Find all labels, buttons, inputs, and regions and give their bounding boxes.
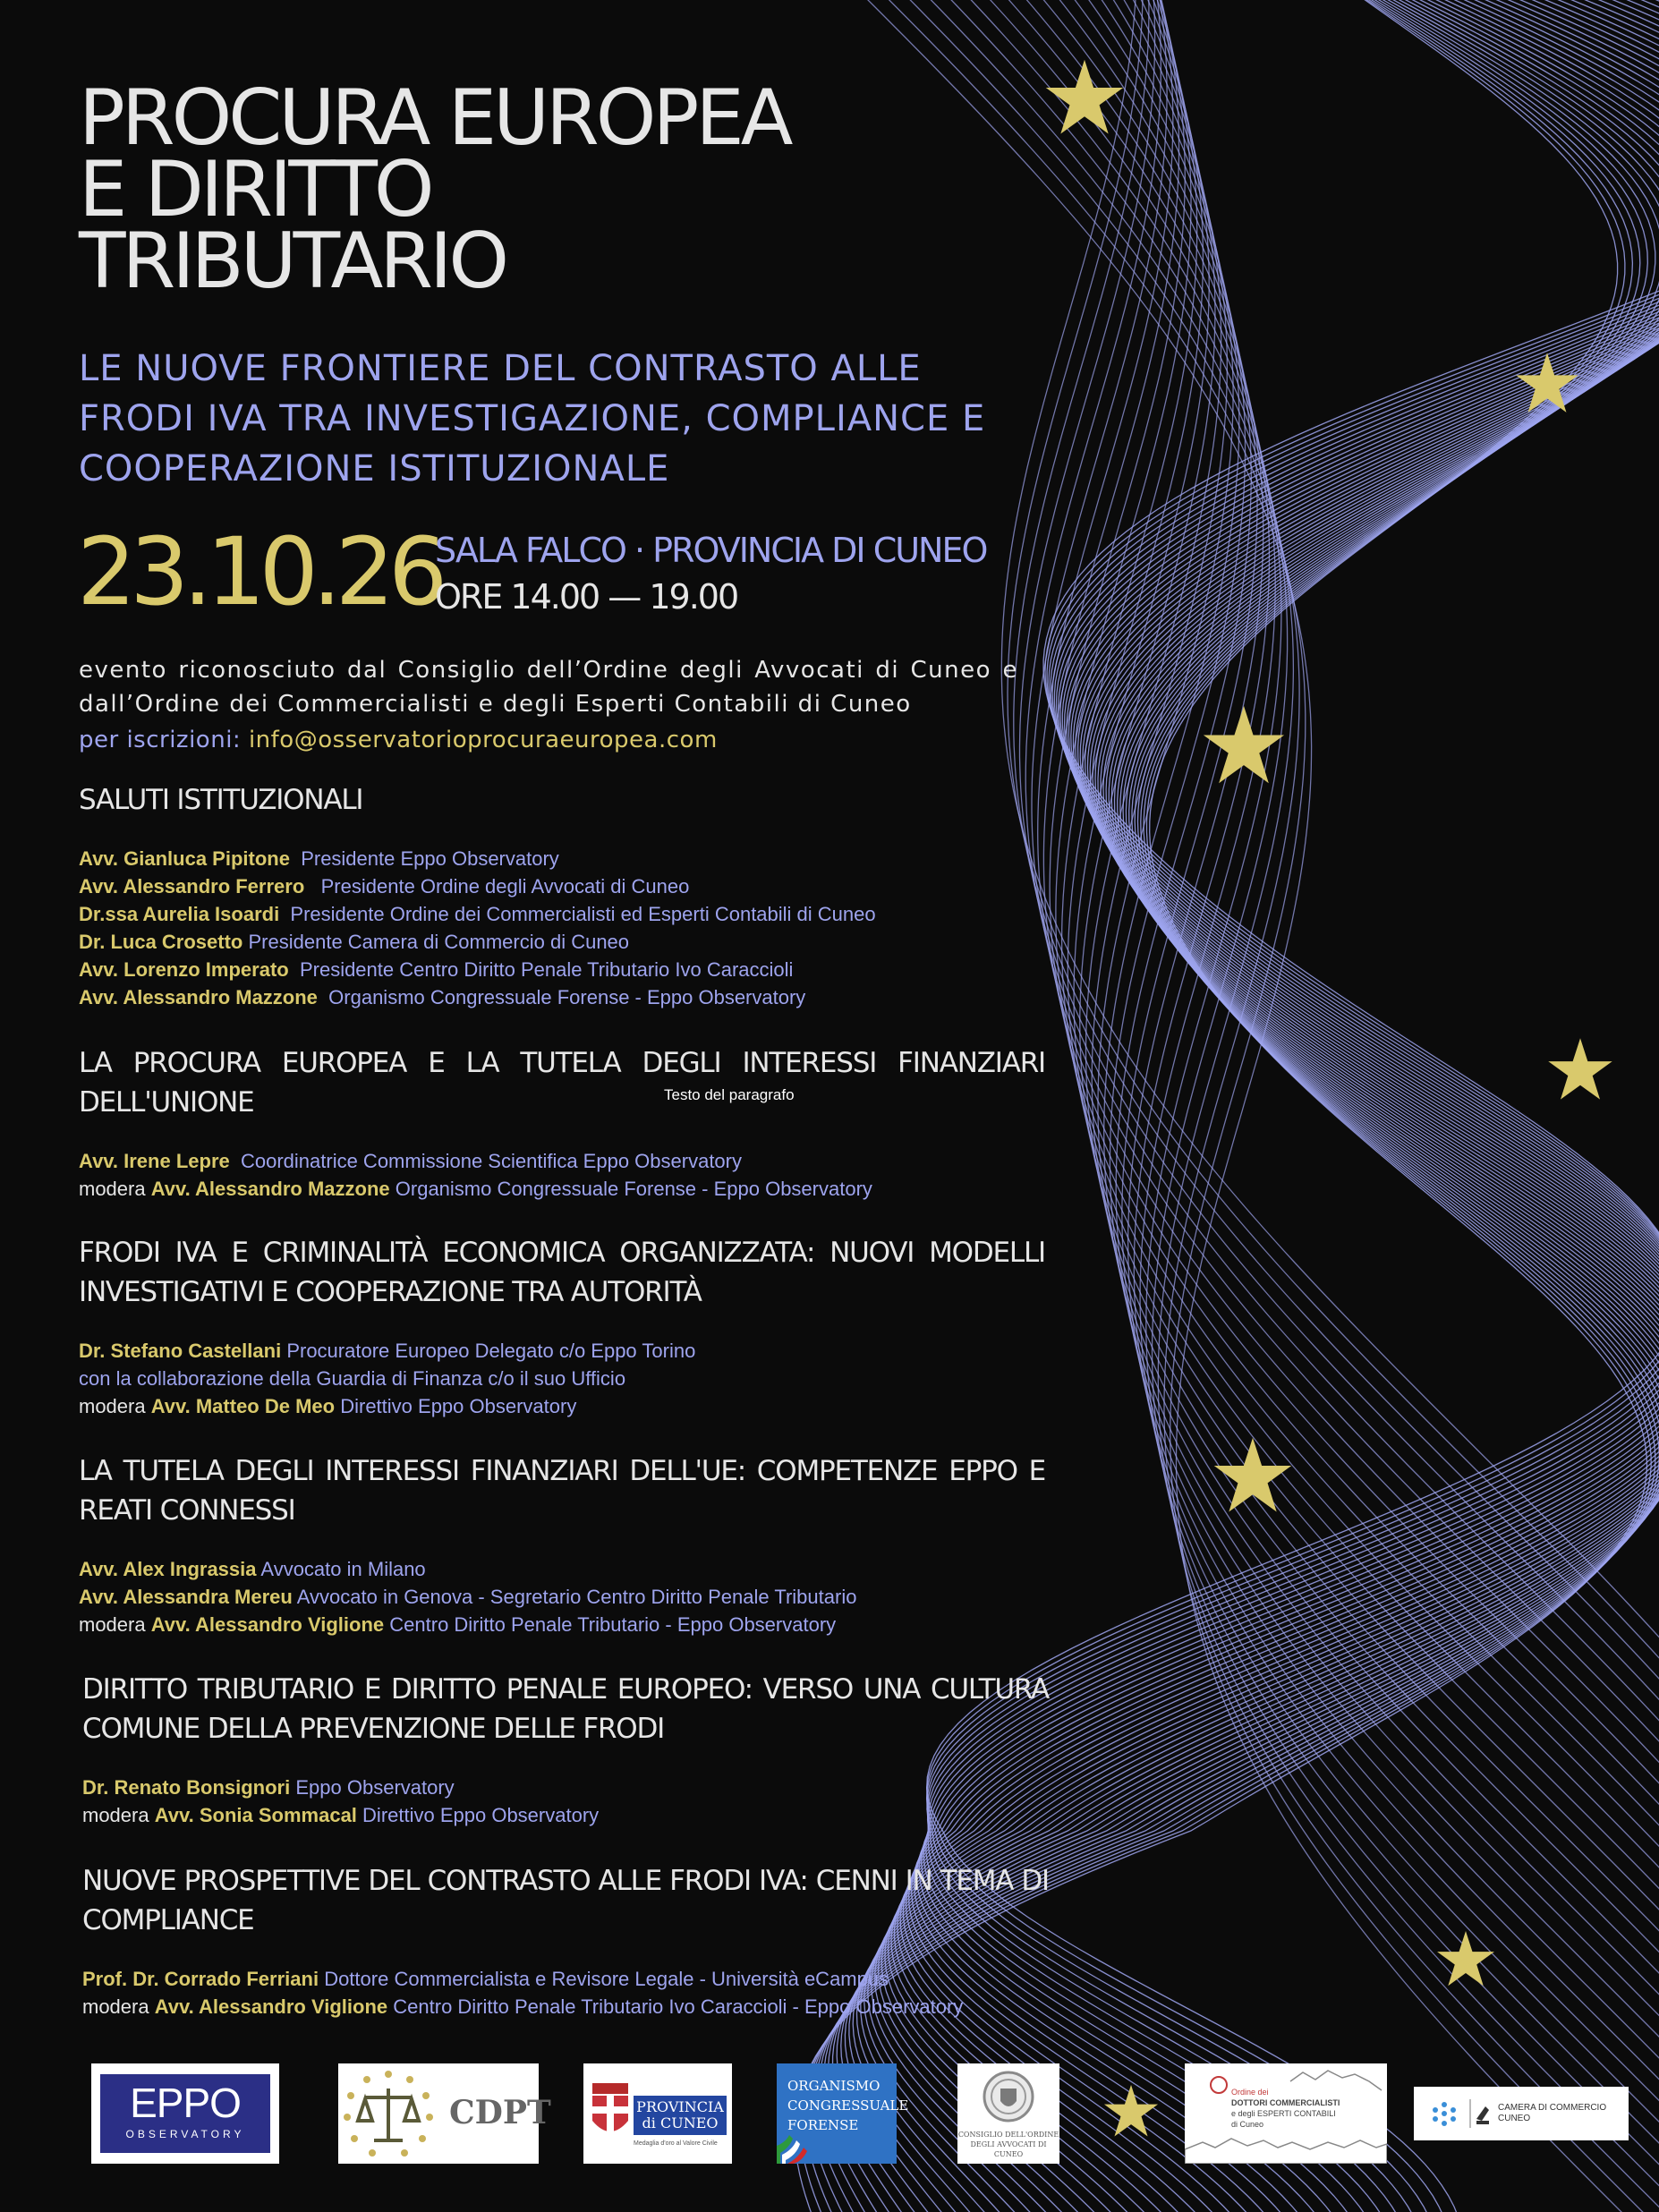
speaker-row xyxy=(82,1801,599,1829)
eppo-logo-main: EPPO xyxy=(130,2080,241,2126)
speaker-row xyxy=(79,928,876,956)
provincia-logo-line1: PROVINCIA xyxy=(636,2098,724,2115)
speaker-row xyxy=(79,900,876,928)
ordine-commercialisti-logo xyxy=(1185,2063,1387,2164)
speaker-role: Eppo Observatory xyxy=(295,1776,455,1799)
speaker-row xyxy=(79,983,876,1011)
provincia-logo-line2: di CUNEO xyxy=(642,2114,719,2131)
event-venue: SALA FALCO · PROVINCIA DI CUNEO xyxy=(435,531,987,570)
speaker-row xyxy=(79,1147,872,1175)
camera-logo-text xyxy=(1498,2103,1606,2124)
speaker-row xyxy=(82,1965,963,1993)
eppo-observatory-logo xyxy=(91,2063,279,2164)
provincia-logo-panel xyxy=(634,2096,727,2135)
speaker-name: Avv. Alessandro Mazzone xyxy=(79,986,318,1008)
speaker-row xyxy=(79,845,876,872)
speaker-row xyxy=(79,1365,695,1392)
section-title: LA TUTELA DEGLI INTERESSI FINANZIARI DELL'UE: COMPETENZE EPPO E REATI CONNESSI xyxy=(79,1455,1045,1527)
moderator-prefix: modera xyxy=(79,1613,146,1636)
star-icon xyxy=(1435,1929,1496,1990)
subtitle-line: LE NUOVE FRONTIERE DEL CONTRASTO ALLE xyxy=(79,348,922,389)
speaker-role: Avvocato in Milano xyxy=(260,1558,426,1580)
network-dots-icon xyxy=(1430,2101,1459,2126)
star-icon xyxy=(1043,57,1126,140)
italian-flag-ribbon-icon xyxy=(777,2135,812,2164)
provincia-di-cuneo-logo xyxy=(583,2063,732,2164)
speaker-name: Avv. Irene Lepre xyxy=(79,1150,230,1172)
title-line: E DIRITTO xyxy=(79,145,431,234)
commercialisti-logo-line3: e degli ESPERTI CONTABILI xyxy=(1231,2109,1336,2118)
speaker-row xyxy=(79,1611,856,1638)
speaker-role: Presidente Camera di Commercio di Cuneo xyxy=(248,931,630,953)
speaker-name: Dr. Luca Crosetto xyxy=(79,931,243,953)
speaker-name: Avv. Alessandro Viglione xyxy=(154,1995,388,2018)
speaker-name: Avv. Sonia Sommacal xyxy=(154,1804,357,1826)
speaker-list xyxy=(79,845,876,1011)
moderator-prefix: modera xyxy=(79,1178,146,1200)
coat-of-arms-icon xyxy=(589,2080,632,2144)
speaker-row xyxy=(79,1175,872,1203)
title-line: TRIBUTARIO xyxy=(79,217,506,306)
paragraph-placeholder: Testo del paragrafo xyxy=(664,1086,795,1103)
cdpt-logo-text: CDPT xyxy=(449,2094,551,2131)
moderator-prefix: modera xyxy=(82,1804,149,1826)
speaker-name: Avv. Alessandro Viglione xyxy=(150,1613,385,1636)
speaker-row xyxy=(79,872,876,900)
recognition-text: evento riconosciuto dal Consiglio dell’Ordine degli Avvocati di Cuneo e dall’Ordine dei Commercialisti e degli Esperti Contabili di Cuneo xyxy=(79,657,1018,718)
provincia-logo-caption: Medaglia d'oro al Valore Civile xyxy=(634,2140,718,2147)
speaker-name: Avv. Lorenzo Imperato xyxy=(79,958,289,981)
ocf-logo-line: ORGANISMO xyxy=(787,2078,881,2094)
speaker-name: Dr. Renato Bonsignori xyxy=(82,1776,291,1799)
speaker-list xyxy=(79,1555,856,1638)
section-title: SALUTI ISTITUZIONALI xyxy=(79,784,363,816)
speaker-row xyxy=(82,1774,599,1801)
speaker-name: Avv. Alessandra Mereu xyxy=(79,1586,293,1608)
speaker-name: Avv. Gianluca Pipitone xyxy=(79,847,290,870)
speaker-name: Avv. Alex Ingrassia xyxy=(79,1558,257,1580)
speaker-row xyxy=(82,1993,963,2021)
avvocati-logo-line1: CONSIGLIO DELL'ORDINE xyxy=(957,2131,1059,2139)
ocf-logo-line: FORENSE xyxy=(787,2117,859,2133)
event-subtitle xyxy=(79,344,1063,494)
moderator-prefix: modera xyxy=(82,1995,149,2018)
speaker-row xyxy=(79,1555,856,1583)
section-title: NUOVE PROSPETTIVE DEL CONTRASTO ALLE FRODI IVA: CENNI IN TEMA DI COMPLIANCE xyxy=(82,1865,1049,1936)
speaker-row xyxy=(79,956,876,983)
speaker-name: Prof. Dr. Corrado Ferriani xyxy=(82,1968,319,1990)
event-hours: ORE 14.00 — 19.00 xyxy=(435,577,738,617)
consiglio-ordine-avvocati-logo xyxy=(957,2063,1059,2164)
scales-of-justice-icon xyxy=(342,2067,435,2160)
camera-logo-line2: CUNEO xyxy=(1498,2114,1531,2123)
cdpt-logo xyxy=(338,2063,551,2164)
subtitle-line: COOPERAZIONE ISTITUZIONALE xyxy=(79,448,670,489)
speaker-list xyxy=(82,1965,963,2021)
registration-email-link[interactable]: info@osservatorioprocuraeuropea.com xyxy=(248,727,718,753)
star-icon xyxy=(1514,351,1580,417)
speaker-name: Avv. Matteo De Meo xyxy=(150,1395,336,1417)
ocf-logo-text xyxy=(787,2076,908,2135)
subtitle-line: FRODI IVA TRA INVESTIGAZIONE, COMPLIANCE E xyxy=(79,398,986,439)
commercialisti-logo-line4: di Cuneo xyxy=(1231,2120,1264,2129)
speaker-name: Avv. Alessandro Mazzone xyxy=(150,1178,390,1200)
speaker-role: Centro Diritto Penale Tributario - Eppo Observatory xyxy=(389,1613,837,1636)
speaker-list xyxy=(79,1337,695,1420)
speaker-role: Centro Diritto Penale Tributario Ivo Caraccioli - Eppo Observatory xyxy=(393,1995,964,2018)
speaker-role: Presidente Centro Diritto Penale Tributario Ivo Caraccioli xyxy=(299,958,794,981)
speaker-role: Direttivo Eppo Observatory xyxy=(362,1804,600,1826)
registration-label: per iscrizioni: xyxy=(79,727,242,753)
ordine-avvocati-seal-icon xyxy=(983,2069,1034,2124)
section-title: FRODI IVA E CRIMINALITÀ ECONOMICA ORGANIZZATA: NUOVI MODELLI INVESTIGATIVI E COOPERAZIONE TRA AUTORITÀ xyxy=(79,1237,1045,1308)
eppo-logo-sub: OBSERVATORY xyxy=(125,2128,245,2140)
speaker-list xyxy=(82,1774,599,1829)
star-icon xyxy=(1201,703,1287,789)
speaker-name: Dr.ssa Aurelia Isoardi xyxy=(79,903,280,925)
avvocati-logo-line2: DEGLI AVVOCATI DI CUNEO xyxy=(970,2140,1047,2158)
speaker-list xyxy=(79,1147,872,1203)
registration-line xyxy=(79,723,718,757)
speaker-row xyxy=(79,1392,695,1420)
speaker-role: Presidente Ordine degli Avvocati di Cuneo xyxy=(320,875,690,898)
organismo-congressuale-forense-logo xyxy=(777,2063,909,2164)
commercialisti-logo-text xyxy=(1231,2087,1340,2130)
speaker-row xyxy=(79,1337,695,1365)
commercialisti-logo-line2: DOTTORI COMMERCIALISTI xyxy=(1231,2098,1340,2107)
camera-commercio-mark-icon xyxy=(1469,2099,1491,2128)
speaker-role: Dottore Commercialista e Revisore Legale - Università eCampus xyxy=(324,1968,889,1990)
camera-di-commercio-logo xyxy=(1414,2087,1629,2140)
speaker-row xyxy=(79,1583,856,1611)
speaker-role: Presidente Eppo Observatory xyxy=(301,847,559,870)
star-icon xyxy=(1546,1036,1614,1104)
camera-logo-line1: CAMERA DI COMMERCIO xyxy=(1498,2103,1607,2113)
title-line: PROCURA EUROPEA xyxy=(79,73,790,163)
speaker-role: Avvocato in Genova - Segretario Centro Diritto Penale Tributario xyxy=(296,1586,857,1608)
eppo-logo-panel xyxy=(100,2074,270,2153)
speaker-role: Direttivo Eppo Observatory xyxy=(340,1395,577,1417)
speaker-role: Procuratore Europeo Delegato c/o Eppo Torino xyxy=(286,1340,696,1362)
event-date: 23.10.26 xyxy=(77,517,442,626)
star-icon xyxy=(1102,2083,1160,2140)
section-title: LA PROCURA EUROPEA E LA TUTELA DEGLI INTERESSI FINANZIARI DELL'UNIONE xyxy=(79,1047,1045,1119)
moderator-prefix: modera xyxy=(79,1395,146,1417)
section-title: DIRITTO TRIBUTARIO E DIRITTO PENALE EUROPEO: VERSO UNA CULTURA COMUNE DELLA PREVENZIONE DELLE FRODI xyxy=(82,1673,1049,1745)
avvocati-logo-text xyxy=(957,2130,1059,2159)
ocf-logo-line: CONGRESSUALE xyxy=(787,2097,909,2114)
event-title xyxy=(79,73,790,306)
speaker-name: Dr. Stefano Castellani xyxy=(79,1340,282,1362)
speaker-role: Presidente Ordine dei Commercialisti ed Esperti Contabili di Cuneo xyxy=(290,903,876,925)
speaker-name: Avv. Alessandro Ferrero xyxy=(79,875,305,898)
speaker-role: Organismo Congressuale Forense - Eppo Observatory xyxy=(395,1178,872,1200)
speaker-role: con la collaborazione della Guardia di Finanza c/o il suo Ufficio xyxy=(79,1367,626,1390)
star-icon xyxy=(1212,1435,1294,1518)
speaker-role: Coordinatrice Commissione Scientifica Eppo Observatory xyxy=(240,1150,742,1172)
commercialisti-logo-line1: Ordine dei xyxy=(1231,2088,1269,2097)
speaker-role: Organismo Congressuale Forense - Eppo Observatory xyxy=(328,986,806,1008)
